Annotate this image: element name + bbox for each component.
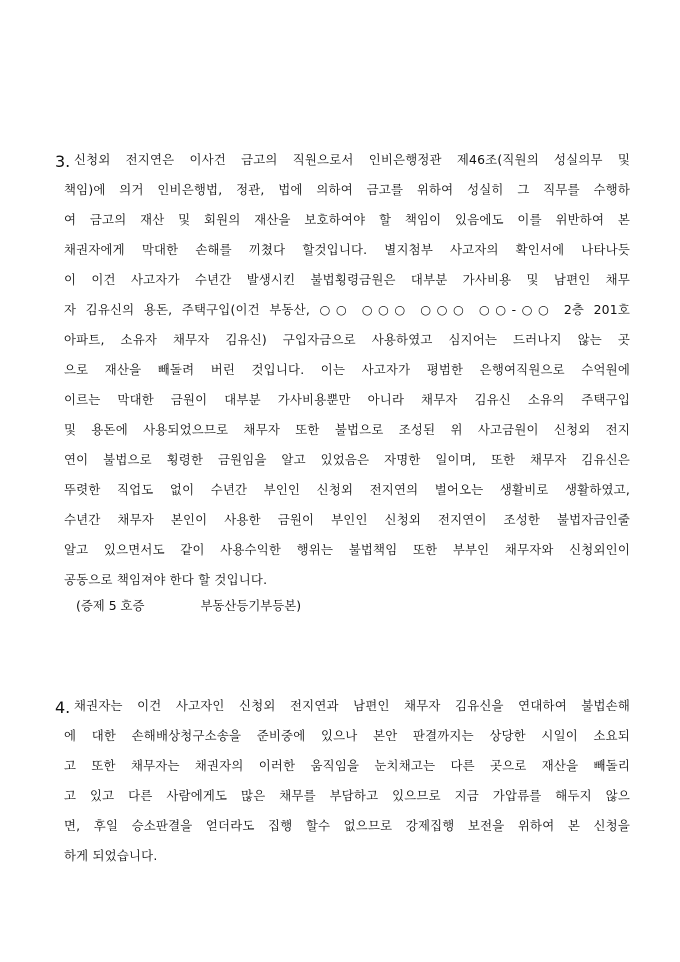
paragraph-3-line: 연이 불법으로 횡령한 금원임을 알고 있었음은 자명한 일이며, 또한 채무자 김유신은 xyxy=(64,452,630,467)
paragraph-4-line: 면, 후일 승소판결을 얻더라도 집행 할수 없으므로 강제집행 보전을 위하여 본 신청을 xyxy=(64,818,630,833)
paragraph-3-line: 이 이건 사고자가 수년간 발생시킨 불법횡령금원은 대부분 가사비용 및 남편인 채무 xyxy=(64,272,630,287)
evidence-label: (증제 5 호증 xyxy=(76,598,145,613)
paragraph-3-line: 아파트, 소유자 채무자 김유신) 구입자금으로 사용하였고 심지어는 드러나지 않는 곳 xyxy=(64,332,630,347)
paragraph-4-line: 채권자는 이건 사고자인 신청외 전지연과 남편인 채무자 김유신을 연대하여 불법손해 xyxy=(74,698,630,713)
paragraph-4-line: 고 또한 채무자는 채권자의 이러한 움직임을 눈치채고는 다른 곳으로 재산을 빼돌리 xyxy=(64,758,630,773)
paragraph-3-line: 책임)에 의거 인비은행법, 정관, 법에 의하여 금고를 위하여 성실히 그 직무를 수행하 xyxy=(64,182,630,197)
paragraph-3-line: 여 금고의 재산 및 회원의 재산을 보호하여야 할 책임이 있음에도 이를 위반하여 본 xyxy=(64,212,630,227)
paragraph-4-line: 고 있고 다른 사람에게도 많은 채무를 부담하고 있으므로 지금 가압류를 해두지 않으 xyxy=(64,788,630,803)
paragraph-4-number: 4. xyxy=(55,698,71,717)
paragraph-3-number: 3. xyxy=(55,152,71,171)
paragraph-3-line: 신청외 전지연은 이사건 금고의 직원으로서 인비은행정관 제46조(직원의 성실의무 및 xyxy=(74,152,630,167)
paragraph-3-line: 채권자에게 막대한 손해를 끼쳤다 할것입니다. 별지첨부 사고자의 확인서에 나타나듯 xyxy=(64,242,630,257)
evidence-reference xyxy=(76,598,476,614)
paragraph-3-line: 으로 재산을 빼돌려 버린 것입니다. 이는 사고자가 평범한 은행여직원으로 수억원에 xyxy=(64,362,630,377)
paragraph-3-line: 수년간 채무자 본인이 사용한 금원이 부인인 신청외 전지연이 조성한 불법자금인줄 xyxy=(64,512,630,527)
paragraph-3-line: 이르는 막대한 금원이 대부분 가사비용뿐만 아니라 채무자 김유신 소유의 주택구입 xyxy=(64,392,630,407)
paragraph-3-line: 및 용돈에 사용되었으므로 채무자 또한 불법으로 조성된 위 사고금원이 신청외 전지 xyxy=(64,422,630,437)
paragraph-3-line: 알고 있으면서도 같이 사용수익한 행위는 불법책임 또한 부부인 채무자와 신청외인이 xyxy=(64,542,630,557)
paragraph-3-line: 자 김유신의 용돈, 주택구입(이건 부동산, ○○ ○○○ ○○○ ○○-○○ 2층 201호 xyxy=(64,302,630,317)
paragraph-3-line: 뚜렷한 직업도 없이 수년간 부인인 신청외 전지연의 벌어오는 생활비로 생활하였고, xyxy=(64,482,630,497)
paragraph-4-line: 하게 되었습니다. xyxy=(64,848,158,863)
evidence-document: 부동산등기부등본) xyxy=(200,598,302,613)
paragraph-4-line: 에 대한 손해배상청구소송을 준비중에 있으나 본안 판결까지는 상당한 시일이 소요되 xyxy=(64,728,630,743)
paragraph-3-line: 공동으로 책임져야 한다 할 것입니다. xyxy=(64,572,268,587)
